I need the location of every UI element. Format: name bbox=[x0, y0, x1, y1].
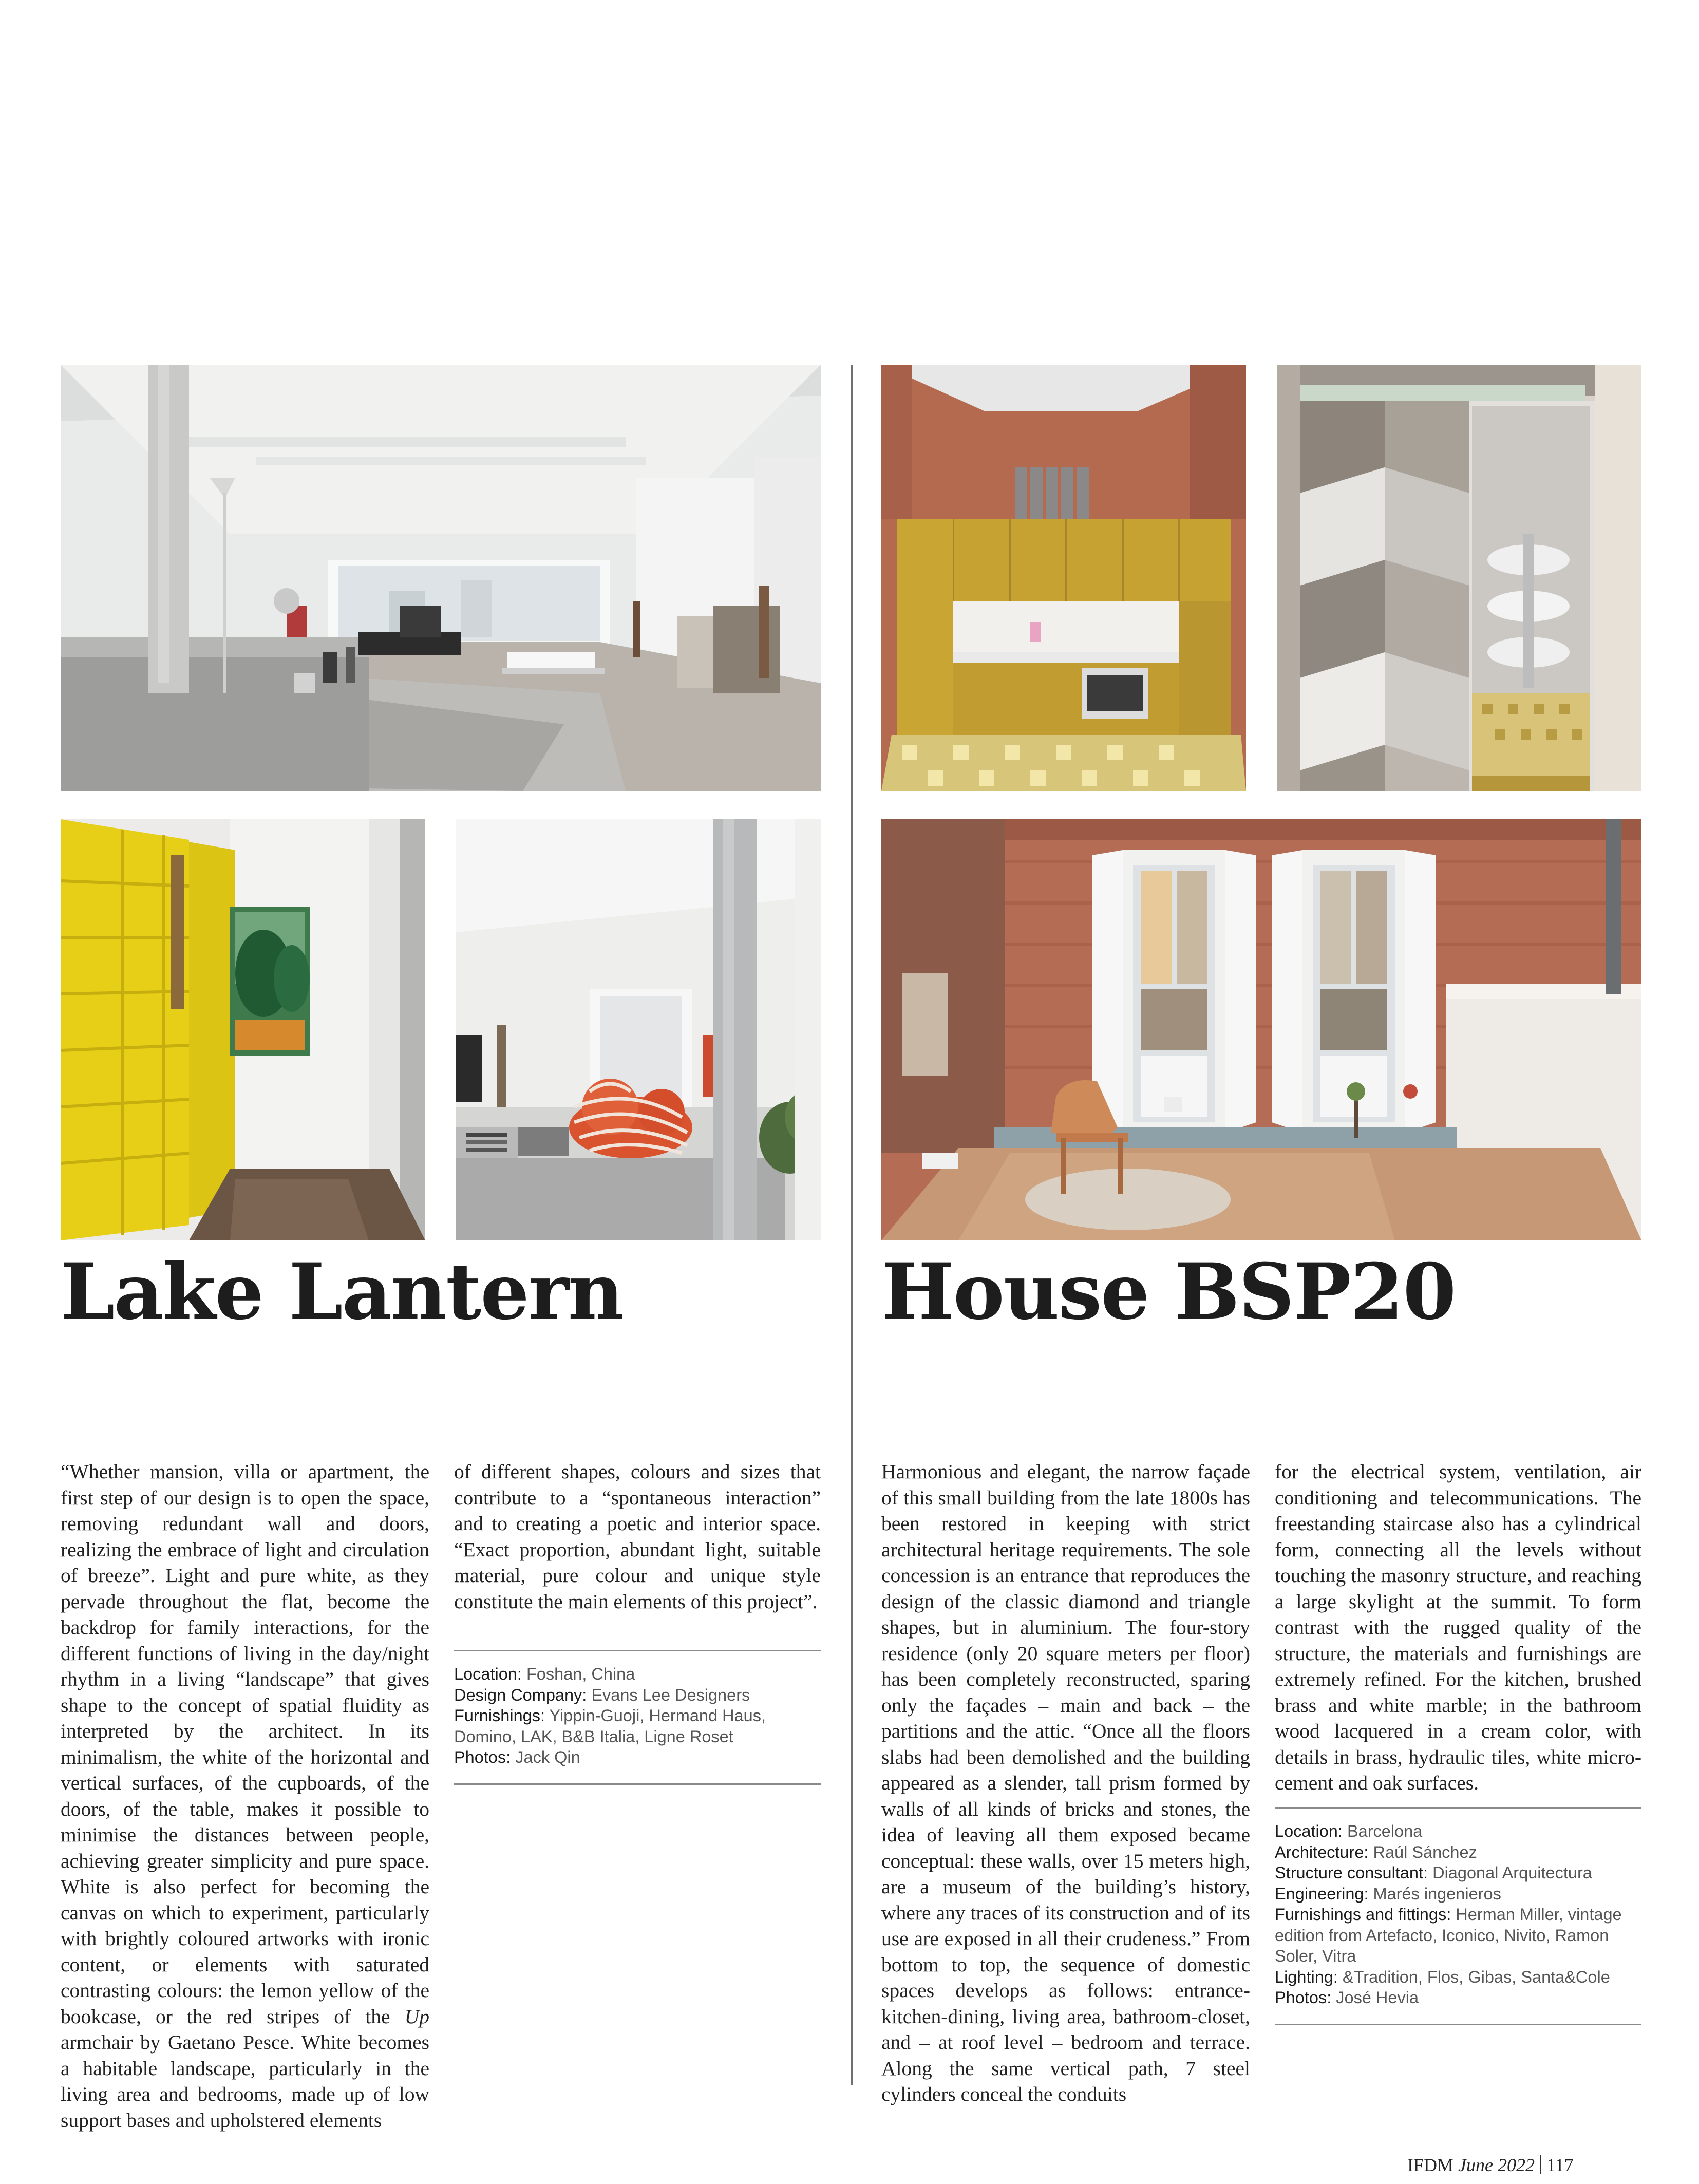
credit-label: Photos bbox=[1275, 1988, 1327, 2007]
lake-body-end: armchair by Gaetano Pesce. White becomes a habitable landscape, particularly in the living area and bedrooms, made up of low support bases and upholstered elements bbox=[61, 2031, 429, 2132]
page-footer bbox=[1407, 2155, 1574, 2175]
footer-separator bbox=[1540, 2155, 1541, 2174]
credit-row: Furnishings and fittings: Herman Miller, vintage edition from Artefacto, Iconico, Nivito, Ramon Soler, Vitra bbox=[1275, 1905, 1622, 1965]
photo-lake-red-armchair bbox=[456, 819, 821, 1240]
credit-label: Furnishings bbox=[454, 1706, 540, 1725]
photo-bsp-staircase bbox=[1277, 365, 1641, 791]
photo-lake-yellow-bookcase bbox=[61, 819, 425, 1240]
column-divider bbox=[851, 365, 853, 2085]
photo-bsp-living-room bbox=[881, 819, 1641, 1240]
bsp-paragraph-2: for the electrical system, ventilation, air conditioning and telecommunications. The freestanding staircase also has a cylindrical form, connecting all the levels without touching the masonry structure, and reaching a large skylight at the summit. To form contrast with the rugged quality of the structure, the materials and furnishings are extremely refined. For the kitchen, brushed brass and white marble; in the bathroom wood lacquered in a cream color, with details in brass, hydraulic tiles, white micro-cement and oak surfaces. bbox=[1275, 1460, 1641, 1794]
lake-lantern-credits bbox=[454, 1650, 821, 1785]
credit-row: Structure consultant: Diagonal Arquitectura bbox=[1275, 1863, 1592, 1882]
credit-row: Location: Foshan, China bbox=[454, 1665, 635, 1683]
credit-value: Raúl Sánchez bbox=[1373, 1842, 1477, 1861]
photo-lake-living-room bbox=[61, 365, 821, 791]
bsp-paragraph: Harmonious and elegant, the narrow façade of this small building from the late 1800s has been restored in keeping with strict architectural heritage requirements. The sole concession is an entrance that reproduces the design of the classic diamond and triangle shapes, but in aluminium. The four-story residence (only 20 square meters per floor) has been completely reconstructed, sparing only the façades – main and back – the partitions and the attic. “Once all the floors slabs had been demolished and the building appeared as a slender, tall prism formed by walls of all kinds of bricks and stones, the idea of leaving all them exposed became conceptual: these walls, over 15 meters high, are a museum of the building’s history, where any traces of its construction and of its use are exposed in all their crudeness.” From bottom to top, the sequence of domestic spaces develops as follows: entrance-kitchen-dining, living area, bathroom-closet, and – at roof level – bedroom and terrace. Along the same vertical path, 7 steel cylinders conceal the conduits bbox=[881, 1460, 1250, 2105]
credit-value: Foshan, China bbox=[526, 1665, 635, 1683]
credit-row: Photos: José Hevia bbox=[1275, 1988, 1419, 2007]
credit-row: Location: Barcelona bbox=[1275, 1822, 1423, 1840]
photo-bsp-kitchen bbox=[881, 365, 1246, 791]
credit-value: Jack Qin bbox=[515, 1748, 580, 1766]
lake-lantern-paragraph-2: of different shapes, colours and sizes that contribute to a “spontaneous interaction” and to creating a poetic and interior space. “Exact proportion, abundant light, suitable material, pure colour and unique style constitute the main elements of this project”. bbox=[454, 1460, 821, 1613]
credit-value: Evans Lee Designers bbox=[591, 1685, 750, 1704]
house-bsp20-body-col2 bbox=[1275, 1459, 1641, 1796]
credit-label: Lighting bbox=[1275, 1967, 1333, 1986]
credit-value: &Tradition, Flos, Gibas, Santa&Cole bbox=[1342, 1967, 1610, 1986]
credit-row: Design Company: Evans Lee Designers bbox=[454, 1685, 750, 1704]
credit-value: Diagonal Arquitectura bbox=[1432, 1863, 1592, 1882]
credit-row: Furnishings: Yippin-Guoji, Hermand Haus, Domino, LAK, B&B Italia, Ligne Roset bbox=[454, 1706, 766, 1746]
credit-label: Photos bbox=[454, 1748, 506, 1766]
house-bsp20-credits bbox=[1275, 1807, 1641, 2025]
credit-label: Engineering bbox=[1275, 1884, 1364, 1903]
credit-row: Lighting: &Tradition, Flos, Gibas, Santa&Cole bbox=[1275, 1967, 1610, 1986]
credit-value: Herman Miller, vintage edition from Artefacto, Iconico, Nivito, Ramon Soler, Vitra bbox=[1275, 1905, 1622, 1965]
credit-value: Yippin-Guoji, Hermand Haus, Domino, LAK, B&B Italia, Ligne Roset bbox=[454, 1706, 766, 1746]
credit-row: Photos: Jack Qin bbox=[454, 1748, 580, 1766]
credit-label: Structure consultant bbox=[1275, 1863, 1424, 1882]
lake-lantern-body-col2 bbox=[454, 1459, 821, 1614]
credit-label: Location bbox=[454, 1665, 517, 1683]
credit-value: Barcelona bbox=[1347, 1822, 1423, 1840]
lake-body-italic: Up bbox=[404, 2005, 429, 2028]
house-bsp20-body-col1 bbox=[881, 1459, 1250, 2107]
lake-lantern-paragraph bbox=[61, 1459, 429, 2133]
lake-lantern-body-col1 bbox=[61, 1459, 429, 2133]
credit-label: Architecture bbox=[1275, 1842, 1364, 1861]
credit-label: Location bbox=[1275, 1822, 1338, 1840]
credit-value: José Hevia bbox=[1336, 1988, 1419, 2007]
credit-value: Marés ingenieros bbox=[1373, 1884, 1501, 1903]
lake-body-text: “Whether mansion, villa or apartment, the first step of our design is to open the space, removing redundant wall and doors, realizing the embrace of light and circulation of breeze”. Light and pure white, as they pervade throughout the flat, become the backdrop for family interactions, for the different functions of living in the day/night rhythm in a living “landscape” that gives shape to the concept of spatial fluidity as interpreted by the architect. In its minimalism, the white of the horizontal and vertical surfaces, of the cupboards, of the doors, of the table, makes it possible to minimise the distances between people, achieving greater simplicity and pure space. White is also perfect for becoming the canvas on which to experiment, particularly with brightly coloured artworks with ironic content, or elements with saturated contrasting colours: the lemon yellow of the bookcase, or the red stripes of the bbox=[61, 1460, 429, 2028]
credit-row: Engineering: Marés ingenieros bbox=[1275, 1884, 1501, 1903]
magazine-name: IFDM bbox=[1407, 2155, 1454, 2175]
credit-label: Furnishings and fittings bbox=[1275, 1905, 1447, 1924]
page-number: 117 bbox=[1546, 2155, 1574, 2175]
house-bsp20-title: House BSP20 bbox=[881, 1247, 1456, 1337]
lake-lantern-title: Lake Lantern bbox=[61, 1247, 623, 1337]
credit-label: Design Company bbox=[454, 1685, 582, 1704]
issue-date: June 2022 bbox=[1458, 2155, 1535, 2175]
credit-row: Architecture: Raúl Sánchez bbox=[1275, 1842, 1477, 1861]
